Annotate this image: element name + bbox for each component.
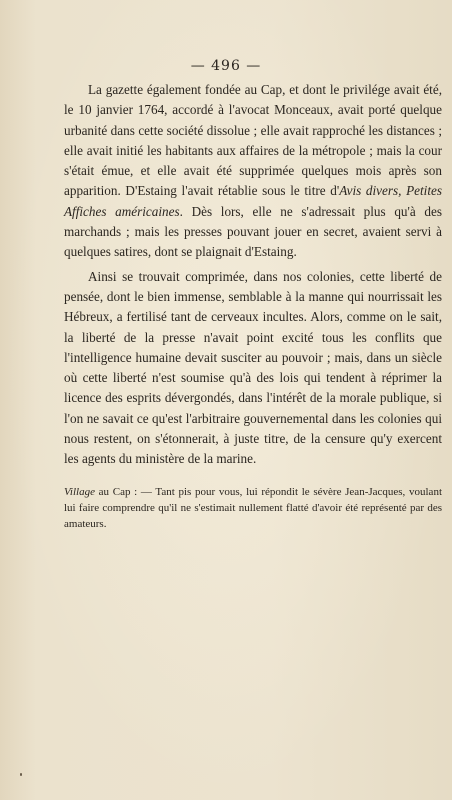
footnote <box>64 484 442 532</box>
newspaper-title: Avis divers, Petites Affiches américaines <box>64 183 442 219</box>
footnote-text: au Cap : — Tant pis pour vous, lui répondit le sévère Jean-Jacques, voulant lui faire comprendre qu'il ne s'estimait nullement flatté d'avoir été représenté par des amateurs. <box>64 486 442 530</box>
paragraph-liberty: Ainsi se trouvait comprimée, dans nos colonies, cette liberté de pensée, dont le bien immense, semblable à la manne qui nourrissait les Hébreux, a fertilisé tant de cerveaux incultes. Alors, comme on le sait, la liberté de la presse n'avait point excité tous les conflits que l'intelligence humaine devait susciter au pouvoir ; mais, dans un siècle où cette liberté n'est soumise qu'à des lois qui tendent à réprimer la licence des esprits dévergondés, dans l'intérêt de la morale publique, si l'on ne savait ce qu'est l'arbitraire gouvernemental dans les colonies qui nous restent, on s'étonnerait, à juste titre, de la censure qu'y exercent les agents du ministère de la marine. <box>64 268 442 467</box>
page-number: — 496 — <box>190 58 262 74</box>
ink-speck <box>20 773 22 776</box>
paragraph-gazette-part2: . Dès lors, elle ne s'adressait plus qu'à des marchands ; mais les presses pouvant jouer en secret, avaient servi à quelques satires, dont se plaignait d'Estaing. <box>64 203 443 260</box>
paragraph-gazette <box>64 80 442 263</box>
paragraph-gazette-part1: La gazette également fondée au Cap, et dont le privilége avait été, le 10 janvier 1764, accordé à l'avocat Monceaux, avait porté quelque urbanité dans cette société dissolue ; elle avait rapproché les distances ; elle avait initié les habitants aux affaires de la métropole ; mais la cour s'était émue, et elle avait été supprimée quelques mois après son apparition. D'Estaing l'avait rétablie sous le titre d' <box>64 82 442 199</box>
footnote-source: Village <box>64 486 95 498</box>
main-text <box>64 80 442 470</box>
